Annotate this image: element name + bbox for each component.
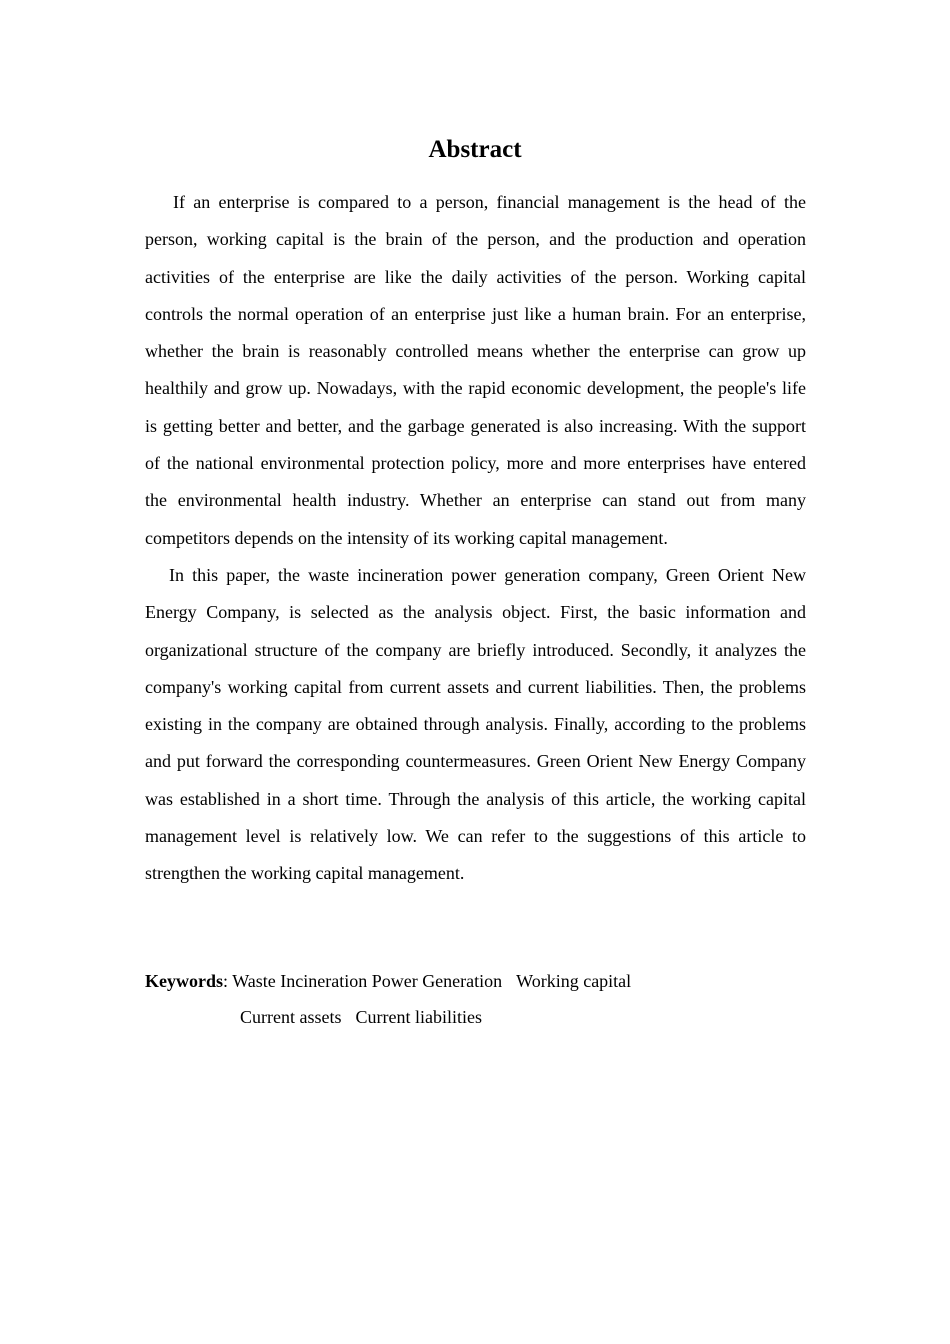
abstract-title: Abstract (428, 136, 522, 163)
keyword-item: Current liabilities (355, 1007, 482, 1027)
keywords-separator: : (223, 971, 229, 991)
keywords-line-2 (145, 999, 806, 1035)
keywords-section (145, 963, 806, 1035)
keyword-item: Waste Incineration Power Generation (232, 971, 503, 991)
keywords-line-1 (145, 963, 806, 999)
keyword-item: Working capital (516, 971, 632, 991)
abstract-body (145, 184, 806, 893)
abstract-paragraph-1: If an enterprise is compared to a person, financial management is the head of the person, working capital is the brain of the person, and the production and operation activities of the enterprise are like the daily activities of the person. Working capital controls the normal operation of an enterprise just like a human brain. For an enterprise, whether the brain is reasonably controlled means whether the enterprise can grow up healthily and grow up. Nowadays, with the rapid economic development, the people's life is getting better and better, and the garbage generated is also increasing. With the support of the national environmental protection policy, more and more enterprises have entered the environmental health industry. Whether an enterprise can stand out from many competitors depends on the intensity of its working capital management. (145, 192, 806, 548)
keyword-item: Current assets (240, 1007, 342, 1027)
abstract-paragraph-2: In this paper, the waste incineration power generation company, Green Orient New Energy Company, is selected as the analysis object. First, the basic information and organizational structure of the company are briefly introduced. Secondly, it analyzes the company's working capital from current assets and current liabilities. Then, the problems existing in the company are obtained through analysis. Finally, according to the problems and put forward the corresponding countermeasures. Green Orient New Energy Company was established in a short time. Through the analysis of this article, the working capital management level is relatively low. We can refer to the suggestions of this article to strengthen the working capital management. (145, 564, 806, 884)
keywords-label: Keywords (145, 971, 223, 991)
